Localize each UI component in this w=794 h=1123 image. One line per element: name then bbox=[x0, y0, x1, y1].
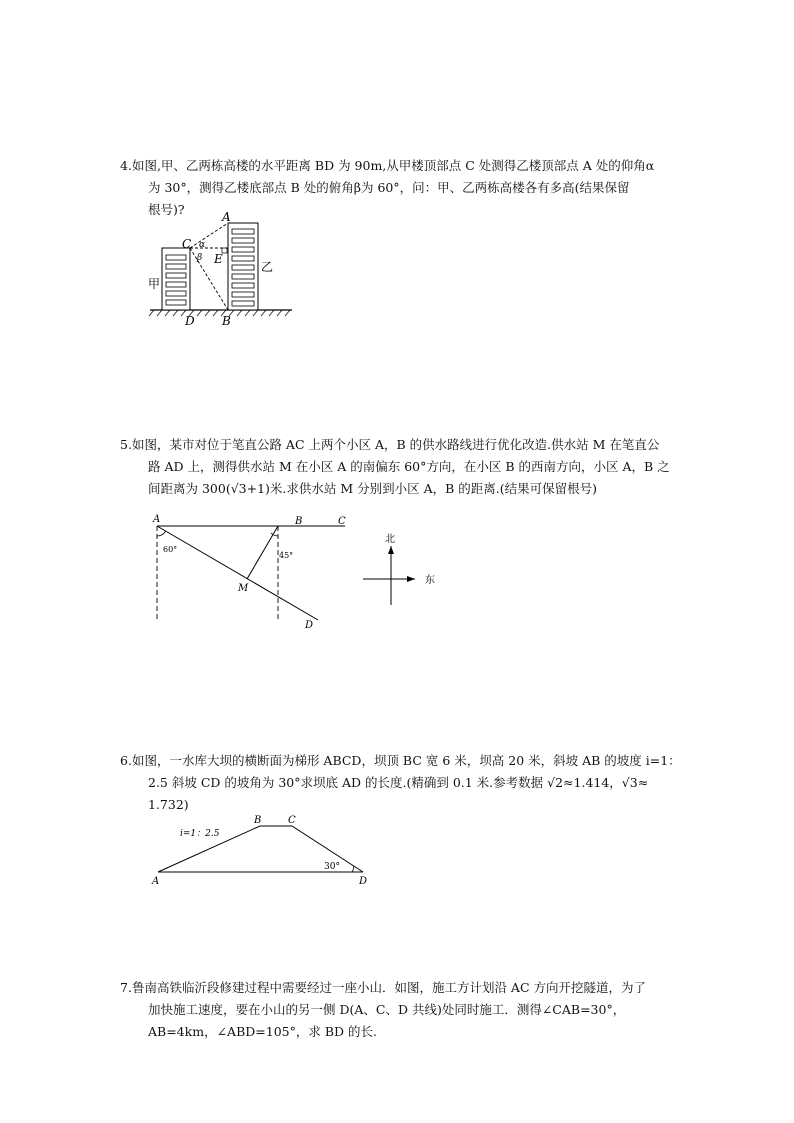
problem-6 bbox=[120, 750, 700, 816]
north-arrow-icon bbox=[388, 546, 394, 554]
label-angle-30: 30° bbox=[324, 862, 340, 872]
label-east: 东 bbox=[425, 575, 435, 586]
label-D: D bbox=[305, 620, 314, 631]
compass bbox=[363, 533, 435, 605]
problem-6-number: 6. bbox=[120, 753, 132, 768]
problem-4-number: 4. bbox=[120, 158, 132, 173]
label-B: B bbox=[295, 516, 303, 527]
angle-arc-D bbox=[352, 866, 354, 873]
problem-6-figure bbox=[148, 812, 378, 892]
label-C: C bbox=[338, 516, 346, 527]
label-angle-60: 60° bbox=[163, 545, 178, 554]
line-BM bbox=[247, 526, 278, 579]
label-A: A bbox=[222, 210, 231, 224]
label-alpha: α bbox=[199, 240, 206, 250]
problem-5-figure bbox=[145, 510, 455, 635]
problem-7-line-1: 7.鲁南高铁临沂段修建过程中需要经过一座小山．如图，施工方计划沿 AC 方向开挖隧道，为了 bbox=[120, 980, 646, 995]
label-D: D bbox=[359, 876, 368, 887]
label-slope: i=1：2.5 bbox=[180, 829, 220, 839]
problem-7 bbox=[120, 977, 700, 1043]
problem-5-line-1: 5.如图，某市对位于笔直公路 AC 上两个小区 A，B 的供水路线进行优化改造.供水站 M 在笔直公 bbox=[120, 437, 660, 452]
problem-5-line-3: 间距离为 300(√3+1)米.求供水站 M 分别到小区 A，B 的距离.(结果可保留根号) bbox=[148, 481, 598, 496]
label-beta: β bbox=[197, 253, 203, 263]
problem-6-line-2: 2.5 斜坡 CD 的坡角为 30°求坝底 AD 的长度.(精确到 0.1 米.参考数据 √2≈1.414，√3≈ bbox=[148, 775, 649, 790]
problem-4-line-3: 根号)? bbox=[148, 202, 185, 217]
road-AD bbox=[157, 526, 318, 620]
problem-5-line-2: 路 AD 上，测得供水站 M 在小区 A 的南偏东 60°方向，在小区 B 的西南方向，小区 A，B 之 bbox=[148, 459, 670, 474]
angle-arc-A bbox=[157, 531, 166, 536]
problem-5 bbox=[120, 434, 700, 500]
label-north: 北 bbox=[385, 534, 395, 545]
ground-hatch bbox=[149, 310, 290, 316]
problem-5-number: 5. bbox=[120, 437, 132, 452]
problem-6-line-3: 1.732) bbox=[148, 797, 189, 812]
problem-7-number: 7. bbox=[120, 980, 132, 995]
label-A: A bbox=[152, 876, 160, 887]
label-M: M bbox=[238, 583, 249, 594]
problem-4-figure bbox=[140, 205, 310, 330]
label-angle-45: 45° bbox=[279, 551, 294, 560]
label-jia: 甲 bbox=[148, 277, 161, 291]
problem-4-line-1: 4.如图,甲、乙两栋高楼的水平距离 BD 为 90m,从甲楼顶部点 C 处测得乙楼顶部点 A 处的仰角α bbox=[120, 158, 655, 173]
label-A: A bbox=[153, 514, 161, 525]
label-B: B bbox=[254, 815, 262, 826]
problem-7-line-3: AB=4km，∠ABD=105°，求 BD 的长. bbox=[148, 1024, 377, 1039]
label-C: C bbox=[288, 815, 296, 826]
east-arrow-icon bbox=[407, 576, 415, 582]
label-D: D bbox=[185, 314, 195, 328]
label-E: E bbox=[214, 252, 223, 266]
label-C: C bbox=[182, 237, 192, 251]
label-B: B bbox=[222, 314, 231, 328]
problem-4-line-2: 为 30°，测得乙楼底部点 B 处的俯角β为 60°，问：甲、乙两栋高楼各有多高(结果保留 bbox=[148, 180, 630, 195]
label-yi: 乙 bbox=[261, 260, 274, 274]
sight-lines bbox=[190, 223, 228, 310]
problem-7-line-2: 加快施工速度，要在小山的另一侧 D(A、C、D 共线)处同时施工．测得∠CAB=30°， bbox=[148, 1002, 626, 1017]
problem-6-line-1: 6.如图，一水库大坝的横断面为梯形 ABCD，坝顶 BC 宽 6 米，坝高 20 米，斜坡 AB 的坡度 i=1： bbox=[120, 753, 681, 768]
